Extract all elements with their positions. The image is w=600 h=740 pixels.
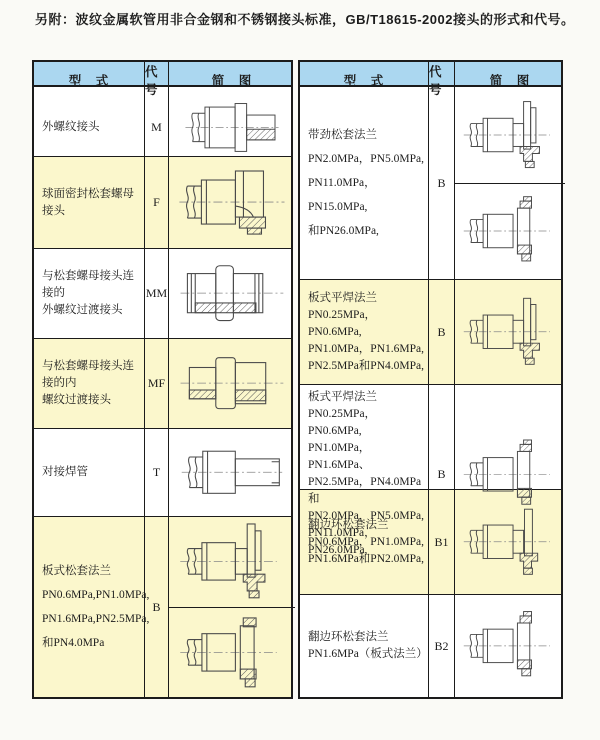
plate-loose-flange-tall-diagram [177, 522, 288, 601]
header-cell-type: 型 式 [34, 62, 145, 98]
code-cell: B [429, 385, 455, 563]
diagram-subcell [455, 183, 565, 280]
lapped-ring-flange-plate-diagram [462, 601, 559, 691]
diagram-cell [455, 595, 565, 697]
type-line: 螺纹过渡接头 [42, 394, 111, 406]
diagram-subcell [455, 490, 565, 594]
type-line: PN0.6MPa，PN1.0MPa, [308, 535, 424, 548]
type-line: 板式松套法兰 [42, 565, 111, 577]
diagram-subcell [169, 157, 295, 248]
type-line: 和PN4.0MPa [42, 637, 105, 649]
type-line: 与松套螺母接头连接的 [42, 270, 134, 299]
diagram-cell [169, 249, 295, 338]
female-nipple-joint-diagram [177, 344, 288, 422]
type-line: 对接焊管 [42, 466, 88, 478]
code-cell: MM [145, 249, 169, 338]
type-line: PN11.0MPa，PN15.0MPa, [308, 177, 376, 213]
type-line: 和PN26.0MPa, [308, 225, 379, 237]
code-cell: B1 [429, 490, 455, 594]
header-cell-diagram: 简 图 [489, 74, 531, 88]
type-line: 翻边环松套法兰 [308, 631, 389, 643]
type-line: PN1.6MPa（板式法兰） [308, 648, 428, 660]
table-header-row [300, 62, 561, 97]
neck-loose-flange-tall-diagram [462, 93, 559, 177]
type-line: 球面密封松套螺母接头 [42, 187, 134, 217]
table-row [34, 339, 291, 429]
code-cell: B [429, 280, 455, 384]
table-row [300, 490, 561, 595]
male-nipple-joint-diagram [177, 254, 288, 332]
type-line: PN11.0MPa，PN26.0MPa, [308, 527, 376, 556]
header-cell-code: 代号 [429, 62, 455, 98]
type-line: 带劲松套法兰 [308, 129, 377, 141]
diagram-cell [169, 517, 295, 697]
swivel-nut-joint-diagram [177, 162, 288, 242]
header-cell-diagram: 简 图 [211, 74, 253, 88]
type-line: PN1.6MPa,PN2.5MPa, [42, 613, 150, 625]
type-cell [34, 157, 145, 248]
diagram-subcell [169, 339, 295, 428]
joint-table-right [298, 60, 563, 699]
type-line: PN1.0MPa，PN1.6MPa、 [308, 442, 371, 471]
code-cell: F [145, 157, 169, 248]
diagram-cell [169, 87, 295, 168]
type-line: 外螺纹接头 [42, 120, 100, 133]
table-row [300, 595, 561, 697]
type-line: 翻边环松套法兰 [308, 518, 389, 531]
plate-loose-flange-ring-diagram [177, 613, 288, 692]
type-line: PN0.25MPa，PN0.6MPa, [308, 308, 377, 338]
diagram-subcell [455, 280, 565, 384]
diagram-subcell [169, 87, 295, 168]
diagram-cell [455, 87, 565, 279]
code-cell: B2 [429, 595, 455, 697]
neck-loose-flange-ring-diagram [462, 189, 559, 273]
type-cell [34, 249, 145, 338]
table-row [34, 517, 291, 697]
table-row [300, 280, 561, 385]
type-cell [300, 87, 429, 279]
table-row [34, 429, 291, 517]
type-line: PN0.25MPa，PN0.6MPa, [308, 408, 377, 437]
type-line: PN1.0MPa，PN1.6MPa, [308, 342, 424, 355]
type-cell [300, 595, 429, 697]
type-cell [34, 339, 145, 428]
code-cell: MF [145, 339, 169, 428]
diagram-subcell [169, 607, 295, 698]
type-line: 外螺纹过渡接头 [42, 304, 123, 316]
diagram-subcell [169, 249, 295, 338]
diagram-cell [455, 490, 565, 594]
type-line: PN2.0MPa，PN5.0MPa, [308, 510, 424, 522]
type-line: 与松套螺母接头连接的内 [42, 360, 134, 389]
table-row [300, 87, 561, 280]
type-line: 板式平焊法兰 [308, 291, 377, 304]
code-cell: B [145, 517, 169, 697]
diagram-cell [169, 429, 295, 516]
diagram-cell [169, 157, 295, 248]
table-row [34, 157, 291, 249]
type-cell [300, 280, 429, 384]
diagram-cell [455, 280, 565, 384]
type-cell [300, 490, 429, 594]
type-line: PN0.6MPa,PN1.0MPa, [42, 589, 150, 601]
diagram-subcell [169, 517, 295, 607]
header-cell-type: 型 式 [300, 62, 429, 98]
type-line: PN2.0MPa，PN5.0MPa, [308, 153, 424, 165]
type-cell [34, 429, 145, 516]
header-cell-code: 代号 [145, 62, 169, 98]
table-row [34, 87, 291, 157]
type-line: PN1.6MPa和PN2.0MPa, [308, 552, 424, 565]
page-title: 另附：波纹金属软管用非合金钢和不锈钢接头标准，GB/T18615-2002接头的形式和代号。 [35, 12, 575, 27]
table-header-row [34, 62, 291, 97]
code-cell: T [145, 429, 169, 516]
table-row [34, 249, 291, 339]
type-line: PN2.5MPa，PN4.0MPa和 [308, 476, 422, 505]
plate-weld-flange-tall-diagram [462, 286, 559, 378]
male-thread-joint-diagram [177, 92, 288, 163]
diagram-subcell [455, 595, 565, 697]
type-line: 板式平焊法兰 [308, 391, 377, 403]
type-line: PN2.5MPa和PN4.0MPa, [308, 359, 424, 372]
type-cell [34, 87, 145, 168]
diagram-subcell [455, 87, 565, 183]
lapped-ring-flange-tall-diagram [462, 496, 559, 588]
diagram-cell [169, 339, 295, 428]
butt-weld-pipe-diagram [177, 434, 288, 511]
joint-table-left [32, 60, 293, 699]
code-cell: M [145, 87, 169, 168]
type-cell [34, 517, 150, 697]
diagram-subcell [169, 429, 295, 516]
code-cell: B [429, 87, 455, 279]
